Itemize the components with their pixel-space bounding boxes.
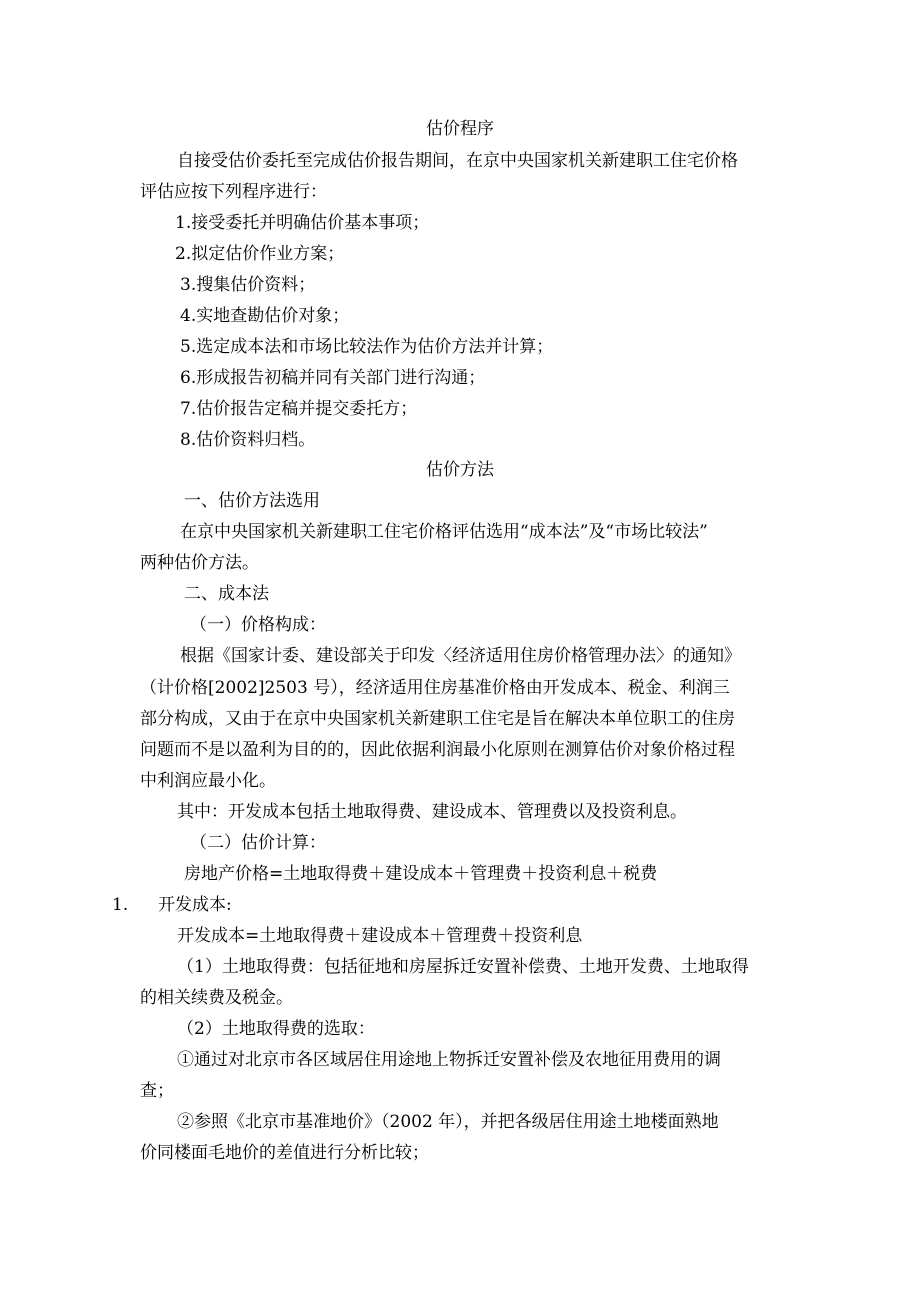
method-selection-line-1: 在京中央国家机关新建职工住宅价格评估选用“成本法”及“市场比较法” <box>180 522 708 542</box>
composition-line-5: 中利润应最小化。 <box>140 771 276 791</box>
point-2-line-2: 价同楼面毛地价的差值进行分析比较； <box>140 1143 429 1163</box>
cost-note: 其中：开发成本包括土地取得费、建设成本、管理费以及投资利息。 <box>177 802 687 822</box>
step-7: 7.估价报告定稿并提交委托方； <box>180 399 418 419</box>
step-3: 3.搜集估价资料； <box>180 275 316 295</box>
heading-method-selection: 一、估价方法选用 <box>184 491 320 511</box>
heading-cost-method: 二、成本法 <box>184 584 269 604</box>
method-selection-line-2: 两种估价方法。 <box>140 553 259 573</box>
item-1-label: 开发成本: <box>158 895 232 915</box>
step-1: 1.接受委托并明确估价基本事项； <box>175 213 430 233</box>
land-fee-selection-heading: （2）土地取得费的选取： <box>177 1019 375 1039</box>
composition-line-2: （计价格[2002]2503 号），经济适用住房基准价格由开发成本、税金、利润三 <box>140 678 730 698</box>
point-1-line-1: ①通过对北京市各区域居住用途地上物拆迁安置补偿及农地征用费用的调 <box>177 1050 721 1070</box>
land-fee-line-1: （1）土地取得费：包括征地和房屋拆迁安置补偿费、土地开发费、土地取得 <box>177 957 749 977</box>
step-5: 5.选定成本法和市场比较法作为估价方法并计算； <box>180 337 554 357</box>
composition-line-3: 部分构成，又由于在京中央国家机关新建职工住宅是旨在解决本单位职工的住房 <box>140 709 735 729</box>
step-6: 6.形成报告初稿并同有关部门进行沟通； <box>180 368 486 388</box>
heading-valuation-calc: （二）估价计算： <box>190 833 326 853</box>
step-8: 8.估价资料归档。 <box>180 430 316 450</box>
intro-line-2: 评估应按下列程序进行： <box>140 182 327 202</box>
item-1-number: 1. <box>112 895 129 915</box>
intro-line-1: 自接受估价委托至完成估价报告期间，在京中央国家机关新建职工住宅价格 <box>177 151 738 171</box>
development-cost-formula: 开发成本=土地取得费＋建设成本＋管理费＋投资利息 <box>177 926 583 946</box>
composition-line-1: 根据《国家计委、建设部关于印发〈经济适用住房价格管理办法〉的通知》 <box>180 646 741 666</box>
step-2: 2.拟定估价作业方案； <box>175 244 345 264</box>
composition-line-4: 问题而不是以盈利为目的的，因此依据利润最小化原则在测算估价对象价格过程 <box>140 740 735 760</box>
section-title-methods: 估价方法 <box>426 460 494 480</box>
price-formula: 房地产价格=土地取得费＋建设成本＋管理费＋投资利息＋税费 <box>184 864 658 884</box>
point-1-line-2: 查； <box>140 1081 174 1101</box>
heading-price-composition: （一）价格构成： <box>190 615 326 635</box>
step-4: 4.实地查勘估价对象； <box>180 306 350 326</box>
point-2-line-1: ②参照《北京市基准地价》（2002 年），并把各级居住用途土地楼面熟地 <box>177 1112 719 1132</box>
section-title-procedure: 估价程序 <box>426 119 494 139</box>
land-fee-line-2: 的相关续费及税金。 <box>140 988 293 1008</box>
